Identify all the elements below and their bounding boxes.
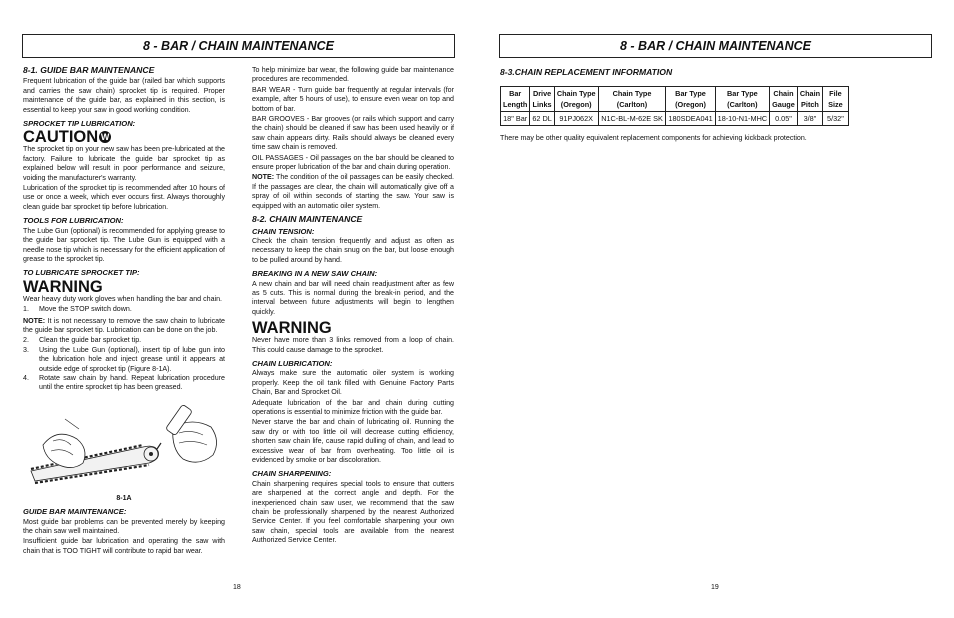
table-cell: 0.05" — [770, 112, 798, 126]
note-text: The condition of the oil passages can be easily checked. If the passages are clear, the chain will automatically give off a spray of oil within seconds of starting the saw. Your saw is equipped with an automatic oiler system. — [252, 173, 454, 210]
caution-label: CAUTION — [23, 128, 99, 147]
col-chain-gauge: Chain Gauge — [770, 87, 798, 112]
chain-sharpening-text: Chain sharpening requires special tools to ensure that cutters are sharpened at the correct angle and depth. For the inexperienced chain saw user, we recommend that the saw chain be professionally sharpened by the nearest Authorized Service Center. If you feel comfortable sharpening your own saw chain, special tools are available from the nearest Authorized Service Center. — [252, 479, 454, 545]
chain-tension-text: Check the chain tension frequently and adjust as often as necessary to keep the chain snug on the bar, but loose enough to be pulled around by hand. — [252, 236, 454, 264]
step-item — [23, 374, 225, 393]
step-text: Move the STOP switch down. — [39, 305, 132, 314]
chain-lubrication-text-2: Adequate lubrication of the bar and chain during cutting operations is essential to minimize friction with the guide bar. — [252, 398, 454, 416]
lubricate-title: TO LUBRICATE SPROCKET TIP: — [23, 268, 140, 278]
step-number: 1. — [23, 305, 29, 314]
left-column-1 — [23, 66, 225, 557]
table-cell: 18-10-N1-MHC — [715, 112, 769, 126]
note-label: NOTE: — [23, 316, 46, 325]
steps-list-b — [23, 336, 225, 392]
col-file-size: File Size — [823, 87, 849, 112]
step-item — [23, 305, 225, 314]
warning-symbol-icon: W — [100, 132, 110, 143]
warning-heading-left: WARNING — [23, 277, 103, 296]
col-bar-length: Bar Length — [501, 87, 530, 112]
section-title-chain-maintenance: 8-2. CHAIN MAINTENANCE — [252, 214, 363, 225]
note-text: It is not necessary to remove the saw chain to lubricate the guide bar sprocket tip. Lubrication can be done on the job. — [23, 316, 225, 334]
sprocket-tip-title: SPROCKET TIP LUBRICATION: — [23, 119, 136, 129]
step-text: Using the Lube Gun (optional), insert tip of lube gun into the lubrication hole and inject grease until it appears at outside edge of sprocket tip (Figure 8-1A). — [39, 345, 225, 373]
tools-text: The Lube Gun (optional) is recommended for applying grease to the guide bar sprocket tip. The Lube Gun is equipped with a needle nose tip which is necessary for the efficient application of grease to the sprocket tip. — [23, 226, 225, 263]
table-header-row — [501, 87, 849, 112]
col-chain-pitch: Chain Pitch — [797, 87, 822, 112]
chain-lubrication-title: CHAIN LUBRICATION: — [252, 358, 333, 368]
lube-gun-illustration — [23, 397, 225, 492]
table-row — [501, 112, 849, 126]
section-title-chain-replacement: 8-3.CHAIN REPLACEMENT INFORMATION — [500, 67, 673, 77]
warning-heading-right: WARNING — [252, 319, 332, 338]
steps-list-a — [23, 305, 225, 314]
col-bar-type-carlton: Bar Type (Carlton) — [715, 87, 769, 112]
left-page-header: 8 - BAR / CHAIN MAINTENANCE — [22, 34, 455, 58]
col-chain-type-oregon: Chain Type (Oregon) — [554, 87, 598, 112]
note-left — [23, 317, 225, 336]
breaking-in-text: A new chain and bar will need chain readjustment after as few as 5 cuts. This is normal during the break-in period, and the interval between future adjustments will begin to lengthen quickly. — [252, 279, 454, 316]
col-bar-type-oregon: Bar Type (Oregon) — [666, 87, 715, 112]
step-number: 4. — [23, 373, 29, 382]
breaking-in-title: BREAKING IN A NEW SAW CHAIN: — [252, 269, 378, 279]
note-label: NOTE: — [252, 173, 275, 182]
table-cell: 180SDEA041 — [666, 112, 715, 126]
step-number: 3. — [23, 345, 29, 354]
chain-tension-title: CHAIN TENSION: — [252, 226, 315, 236]
chain-replacement-table — [500, 86, 849, 126]
guide-bar-maintenance-title: GUIDE BAR MAINTENANCE: — [23, 507, 127, 517]
bar-grooves-text: BAR GROOVES - Bar grooves (or rails which support and carry the chain) should be cleaned if saw has been used heavily or if saw chain appears dirty. Rails should always be cleaned every time saw chain is removed. — [252, 115, 454, 152]
left-column-2 — [252, 66, 454, 547]
step-item — [23, 346, 225, 374]
table-cell: 5/32" — [823, 112, 849, 126]
note-right — [252, 173, 454, 211]
kickback-footnote: There may be other quality equivalent replacement components for achieving kickback protection. — [500, 134, 807, 142]
table-cell: N1C-BL-M-62E SK — [598, 112, 666, 126]
step-number: 2. — [23, 336, 29, 345]
step-item — [23, 336, 225, 345]
warning-text-left: Wear heavy duty work gloves when handling the bar and chain. — [23, 294, 223, 303]
step-text: Rotate saw chain by hand. Repeat lubrication procedure until the entire sprocket tip has been greased. — [39, 373, 225, 392]
page-number-left: 18 — [233, 584, 241, 591]
col-chain-type-carlton: Chain Type (Carlton) — [598, 87, 666, 112]
table-cell: 18" Bar — [501, 112, 530, 126]
table-cell: 3/8" — [797, 112, 822, 126]
chain-lubrication-text-1: Always make sure the automatic oiler system is working properly. Keep the oil tank filled with Genuine Factory Parts Chain, Bar and Sprocket Oil. — [252, 369, 454, 397]
oil-passages-text: OIL PASSAGES - Oil passages on the bar should be cleaned to ensure proper lubrication of the bar and chain during operation. — [252, 153, 454, 172]
figure-label: 8-1A — [116, 494, 132, 502]
guide-bar-maintenance-text-1: Most guide bar problems can be prevented merely by keeping the chain saw well maintained. — [23, 517, 225, 535]
tools-title: TOOLS FOR LUBRICATION: — [23, 216, 124, 226]
sprocket-text-2: Lubrication of the sprocket tip is recommended after 10 hours of use or once a week, which ever occurs first. Always thoroughly clean guide bar sprocket tip before lubrication. — [23, 184, 225, 211]
sprocket-text-1: The sprocket tip on your new saw has been pre-lubricated at the factory. Failure to lubricate the guide bar sprocket tip as explained below will result in poor performance and seizure, voiding the manufacturer's warranty. — [23, 145, 225, 182]
guide-bar-maintenance-text-2: Insufficient guide bar lubrication and operating the saw with chain that is TOO TIGHT will contribute to rapid bar wear. — [23, 537, 225, 555]
bar-wear-text: BAR WEAR - Turn guide bar frequently at regular intervals (for example, after 5 hours of use), to ensure even wear on top and bottom of bar. — [252, 85, 454, 113]
warning-text-right: Never have more than 3 links removed from a loop of chain. This could cause damage to the sprocket. — [252, 336, 454, 354]
figure-lube-gun — [23, 397, 225, 492]
step-text: Clean the guide bar sprocket tip. — [39, 336, 142, 345]
guide-bar-intro: Frequent lubrication of the guide bar (railed bar which supports and carries the saw chain) sprocket tip is required. Proper maintenance of the guide bar, as explained in this section, is essential to keep your saw in good working condition. — [23, 77, 225, 114]
table-cell: 91PJ062X — [554, 112, 598, 126]
caution-heading — [23, 129, 225, 145]
table-cell: 62 DL — [530, 112, 554, 126]
right-page-header: 8 - BAR / CHAIN MAINTENANCE — [499, 34, 932, 58]
chain-sharpening-title: CHAIN SHARPENING: — [252, 469, 332, 479]
col-drive-links: Drive Links — [530, 87, 554, 112]
chain-lubrication-text-3: Never starve the bar and chain of lubricating oil. Running the saw dry or with too little oil will decrease cutting efficiency, shorten saw chain life, cause rapid dulling of chain, and lead to excessive wear of bar from overheating. Too little oil is evidenced by smoke or bar discoloration. — [252, 418, 454, 465]
section-title-guide-bar: 8-1. GUIDE BAR MAINTENANCE — [23, 65, 155, 75]
page-number-right: 19 — [711, 584, 719, 591]
bar-wear-intro: To help minimize bar wear, the following guide bar maintenance procedures are recommended. — [252, 66, 454, 84]
